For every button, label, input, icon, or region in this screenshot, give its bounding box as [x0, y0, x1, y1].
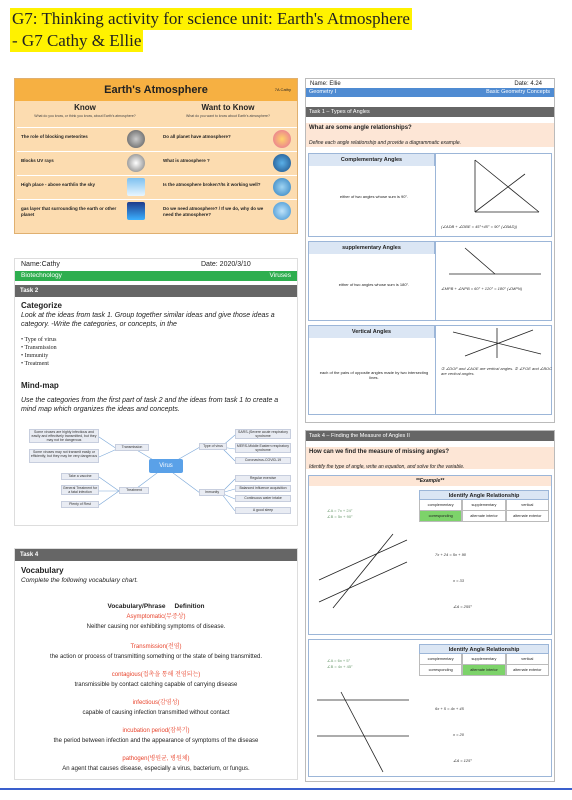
vertical-angles-diagram — [445, 326, 549, 360]
vocab-term: Transmission(전염) — [130, 644, 182, 650]
example-1 — [308, 475, 552, 635]
mindmap-leaf: Regular exercise — [235, 475, 291, 482]
earth-card-heading: Earth's Atmosphere — [15, 79, 297, 101]
mindmap-leaf: A good sleep — [235, 507, 291, 514]
mindmap-text: Use the categories from the first part of task 2 and the ideas from task 1 to create a mind map which organizes the ideas and concepts. — [21, 397, 279, 413]
subject-label: Geometry I — [309, 89, 337, 95]
question-box — [306, 123, 554, 147]
atmosphere-layer-icon — [127, 202, 145, 220]
mindmap-leaf: Take a vaccine — [61, 473, 99, 480]
mindmap-leaf: Plenty of Rest — [61, 501, 99, 508]
handwritten-note: ① ∠DOF and ∠AOE are vertical angles. ② ∠FOE and ∠BOC are vertical angles. — [441, 366, 553, 376]
phrase-column: Vocabulary/Phrase — [107, 603, 166, 610]
option-complementary[interactable]: complementary — [419, 500, 462, 511]
option-corresponding[interactable]: corresponding — [419, 665, 462, 676]
mindmap-leaf: Some viruses are highly infectious and easily and effectively transmitted, but they may not be dangerous — [29, 429, 99, 443]
title-line-2: - G7 Cathy & Ellie — [12, 31, 142, 50]
vocab-term: pathogen(병원균, 병원체) — [122, 756, 190, 762]
option-alternate-exterior[interactable]: alternate exterior — [506, 665, 549, 676]
mindmap-leaf: Continuous water intake — [235, 495, 291, 502]
uv-ray-icon — [127, 154, 145, 172]
option-vertical[interactable]: vertical — [506, 500, 549, 511]
want-cell: Do all planet have atmosphere? — [163, 134, 231, 139]
complementary-diagram — [445, 156, 545, 220]
angle-relationship-table — [419, 644, 549, 676]
subject-bar — [15, 271, 297, 281]
angles-task4-card — [305, 430, 555, 782]
box-heading: Vertical Angles — [309, 326, 435, 338]
know-cell: gas layer that surrounding the earth or other planet — [21, 206, 117, 217]
know-cell: The role of blocking meteorites — [21, 134, 88, 139]
vocab-definition: capable of causing infection transmitted without contact — [82, 710, 230, 716]
know-cell: Blocks UV rays — [21, 158, 54, 163]
want-column-heading: Want to Know What do you want to know about Earth's atmosphere? — [161, 103, 295, 121]
work-step: ∠A = 125° — [453, 758, 472, 763]
question-text: What are some angle relationships? — [309, 125, 412, 131]
category-item: • Treatment — [21, 361, 49, 367]
example-label: **Example** — [309, 476, 551, 486]
kwl-row — [17, 199, 297, 221]
option-supplementary[interactable]: supplementary — [462, 500, 505, 511]
want-cell: Is the atmosphere broken?/Is it working well? — [163, 182, 261, 187]
question-text: How can we find the measure of missing angles? — [309, 449, 450, 455]
box-heading: Complementary Angles — [309, 154, 435, 166]
vertical-box — [308, 325, 552, 415]
mindmap-leaf: Coronavirus-COVID-19 — [235, 457, 291, 464]
given-angle-b: ∠B = 4x + 45° — [327, 664, 353, 669]
mindmap-leaf: Some viruses may not transmit easily or efficiently, but they may be very dangerous — [29, 449, 99, 463]
transversal-diagram-1 — [313, 530, 413, 610]
vocab-definition: transmissible by contact catching capable of carrying disease — [74, 682, 238, 688]
option-corresponding[interactable]: corresponding — [419, 511, 462, 522]
option-vertical[interactable]: vertical — [506, 654, 549, 665]
subject-label: Biotechnology — [21, 272, 62, 279]
handwritten-note: (∠ADB + ∠DBE = 45°+45° = 90° (∠BAD)) — [441, 224, 518, 229]
box-heading: supplementary Angles — [309, 242, 435, 254]
earth-icon — [273, 154, 291, 172]
vocab-column-headings — [15, 603, 297, 611]
complementary-box — [308, 153, 552, 237]
virus-card — [14, 258, 298, 526]
page-title — [10, 8, 412, 52]
want-subtitle: What do you want to know about Earth's atmosphere? — [186, 114, 270, 118]
mindmap-leaf: MERS-Middle Eastern respiratory syndrome — [236, 444, 290, 452]
mindmap-branch: Transmission — [115, 444, 149, 451]
given-angle-a: ∠A = 6x + 5° — [327, 658, 351, 663]
categorize-text: Look at the ideas from task 1. Group together similar ideas and give those ideas a category. -Write the categories, or concepts, in the — [21, 312, 275, 328]
date-label: Date: 4.24 — [514, 81, 542, 87]
instruction-text: Identify the type of angle, write an equation, and solve for the variable. — [309, 464, 465, 470]
bottom-divider — [0, 788, 572, 790]
category-item: • Transmission — [21, 345, 57, 351]
mindmap-leaf: General Treatment for a fatal infection — [62, 486, 98, 494]
angle-relationship-table — [419, 490, 549, 522]
vocab-definition: An agent that causes disease, especially a virus, bacterium, or fungus. — [62, 766, 250, 772]
want-cell: Do we need atmosphere? / If we do, why do we need the atmosphere? — [163, 206, 264, 217]
student-name: Name:Cathy — [21, 261, 60, 268]
box-definition: either of two angles whose sum is 90°. — [339, 194, 409, 199]
title-line-1: G7: Thinking activity for science unit: Earth's Atmosphere — [12, 9, 410, 28]
given-angle-b: ∠B = 5x + 90° — [327, 514, 353, 519]
task-header: Task 4 – Finding the Measure of Angles II — [306, 431, 554, 441]
task-header: Task 2 — [15, 285, 297, 297]
work-step: x = 33 — [453, 578, 465, 583]
option-alternate-interior[interactable]: alternate interior — [462, 665, 505, 676]
work-step: ∠A = 255° — [453, 604, 472, 609]
example-2 — [308, 639, 552, 777]
planets-icon — [273, 130, 291, 148]
kwl-row — [17, 175, 297, 197]
mindmap-heading: Mind-map — [21, 381, 59, 390]
planet-atmosphere-icon — [273, 202, 291, 220]
supplementary-diagram — [445, 244, 545, 284]
task-header: Task 1 – Types of Angles — [306, 107, 554, 117]
definition-column: Definition — [174, 603, 205, 610]
ira-heading: Identify Angle Relationship — [419, 490, 549, 500]
work-step: 6x + 5 = 4x + 45 — [435, 706, 464, 711]
mindmap-branch: Immunity — [199, 489, 225, 496]
topic-label: Basic Geometry Concepts — [486, 89, 550, 95]
earth-card-tag: 7A Cathy — [274, 87, 291, 92]
vocab-definition: Neither causing nor exhibiting symptoms of disease. — [86, 624, 226, 630]
question-box — [306, 447, 554, 469]
mindmap-leaf: Balanced influence acquisition — [235, 485, 291, 492]
globe-icon — [273, 178, 291, 196]
know-cell: High place - above earth/in the sky — [21, 182, 96, 187]
vocab-term: Asymptomatic(무증상) — [126, 614, 186, 620]
topic-label: Viruses — [269, 272, 291, 279]
know-subtitle: What do you know, or think you know, about Earth's atmosphere? — [34, 114, 136, 118]
option-complementary[interactable]: complementary — [419, 654, 462, 665]
option-alternate-exterior[interactable]: alternate exterior — [506, 511, 549, 522]
vocab-instruction: Complete the following vocabulary chart. — [21, 577, 139, 584]
work-step: 7x + 24 = 5x + 90 — [435, 552, 467, 557]
want-cell: What is atmosphere ? — [163, 158, 210, 163]
transversal-diagram-2 — [313, 690, 413, 774]
supplementary-box — [308, 241, 552, 321]
box-definition: either of two angles whose sum is 180°. — [338, 282, 410, 287]
student-name: Name: Ellie — [310, 81, 341, 87]
earth-atmosphere-card — [14, 78, 298, 234]
geometry-card — [305, 78, 555, 423]
option-alternate-interior[interactable]: alternate interior — [462, 511, 505, 522]
given-angle-a: ∠A = 7x + 24° — [327, 508, 353, 513]
instruction-text: Define each angle relationship and provide a diagrammatic example. — [309, 140, 462, 146]
date-label: Date: 2020/3/10 — [201, 261, 251, 268]
task-header: Task 4 — [15, 549, 297, 561]
box-definition: each of the pairs of opposite angles made by two intersecting lines. — [319, 370, 429, 380]
sky-icon — [127, 178, 145, 196]
work-step: x = 20 — [453, 732, 465, 737]
vocab-definition: the period between infection and the appearance of symptoms of the disease — [53, 738, 259, 744]
vocab-term: infectious(감염성) — [132, 700, 180, 706]
meteor-icon — [127, 130, 145, 148]
ira-heading: Identify Angle Relationship — [419, 644, 549, 654]
mindmap-branch: Treatment — [119, 487, 149, 494]
kwl-row — [17, 127, 297, 149]
mindmap-branch: Type of virus — [199, 443, 227, 450]
mindmap-leaf: SARS-(Severe acute respiratory syndrome — [235, 429, 291, 439]
kwl-row — [17, 151, 297, 173]
vocab-term: contagious(접촉을 통해 전염되는) — [111, 672, 201, 678]
subject-bar — [306, 88, 554, 97]
categorize-heading: Categorize — [21, 301, 62, 310]
vocab-definition: the action or process of transmitting something or the state of being transmitted. — [49, 654, 263, 660]
know-column-heading: Know What do you know, or think you know, about Earth's atmosphere? — [19, 103, 151, 121]
vocab-heading: Vocabulary — [21, 566, 64, 575]
vocab-term: incubation period(잠복기) — [122, 728, 190, 734]
handwritten-note: ∠MPB + ∠NPB = 60° + 120° = 180° (∠MPN) — [441, 286, 523, 291]
mindmap-center: Virus — [149, 459, 183, 473]
category-item: • Immunity — [21, 353, 49, 359]
option-supplementary[interactable]: supplementary — [462, 654, 505, 665]
category-item: • Type of virus — [21, 337, 57, 343]
vocabulary-card — [14, 548, 298, 780]
